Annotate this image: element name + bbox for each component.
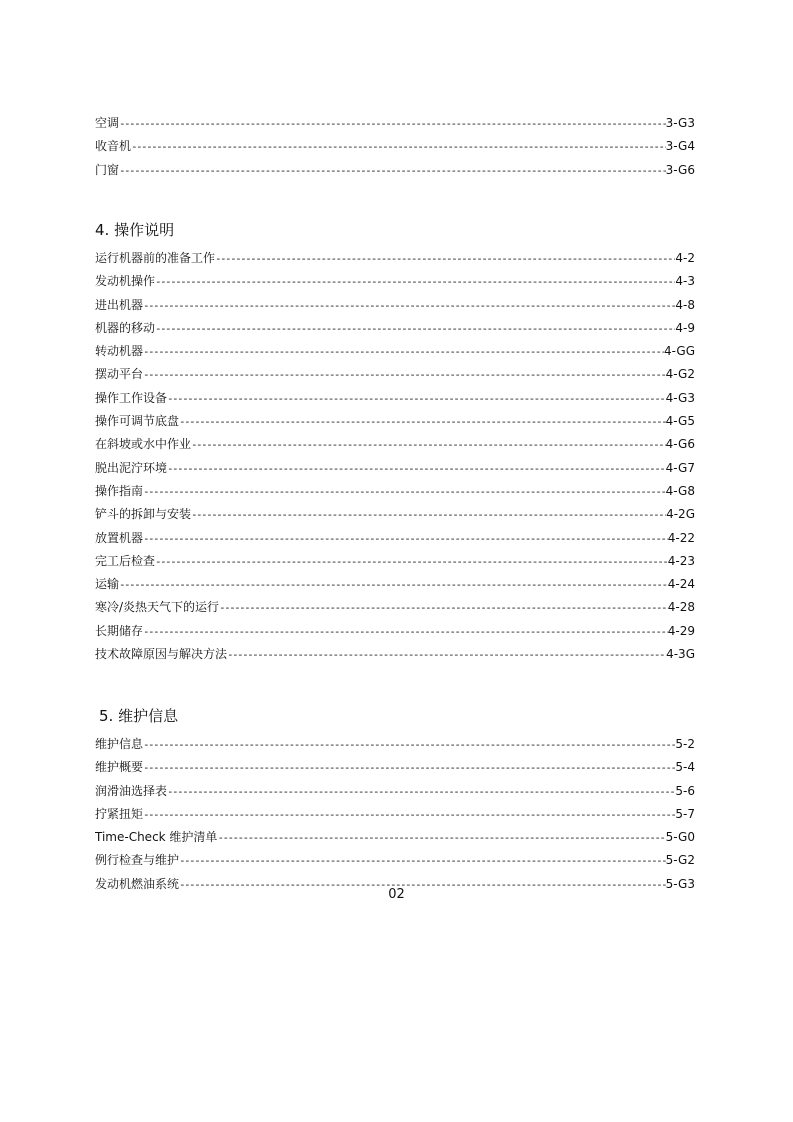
toc-leader-dots [227, 643, 666, 666]
toc-leader-dots [191, 433, 666, 456]
toc-entry-title: 技术故障原因与解决方法 [95, 647, 228, 662]
toc-entry-page: 4-28 [667, 600, 695, 615]
toc-leader-dots [143, 480, 666, 503]
toc-leader-dots [143, 294, 675, 317]
toc-entry [95, 527, 695, 550]
toc-entry-title: 操作可调节底盘 [95, 414, 180, 429]
toc-entry-title: 完工后检查 [95, 553, 156, 568]
toc-top-list [95, 112, 695, 182]
toc-entry [95, 780, 695, 803]
toc-entry-page: 4-G3 [665, 390, 695, 405]
toc-entry [95, 387, 695, 410]
toc-entry-page: 4-2G [666, 507, 695, 522]
toc-entry [95, 457, 695, 480]
toc-leader-dots [191, 503, 666, 526]
toc-entry-page: 4-9 [675, 320, 695, 335]
toc-entry-page: 4-GG [663, 344, 695, 359]
toc-entry-page: 4-3 [675, 274, 695, 289]
toc-entry [95, 480, 695, 503]
toc-entry-title: 机器的移动 [95, 320, 156, 335]
section-4-heading: 4. 操作说明 [95, 221, 175, 239]
toc-leader-dots [155, 270, 675, 293]
toc-entry-title: 润滑油选择表 [95, 783, 168, 798]
toc-leader-dots [143, 803, 675, 826]
toc-entry-title: 操作工作设备 [95, 390, 168, 405]
toc-entry [95, 135, 695, 158]
section-5-heading: 5. 维护信息 [99, 707, 179, 725]
toc-leader-dots [119, 112, 666, 135]
toc-entry-title: 收音机 [95, 139, 132, 154]
toc-entry-page: 4-G8 [665, 483, 695, 498]
toc-leader-dots [143, 527, 668, 550]
toc-entry [95, 803, 695, 826]
toc-leader-dots [167, 780, 675, 803]
toc-entry [95, 849, 695, 872]
toc-leader-dots [143, 733, 675, 756]
toc-entry-page: 5-G3 [665, 876, 695, 891]
toc-entry-page: 4-22 [667, 530, 695, 545]
toc-entry [95, 756, 695, 779]
toc-entry-title: 摆动平台 [95, 367, 144, 382]
toc-leader-dots [167, 457, 666, 480]
toc-entry-title: 进出机器 [95, 297, 144, 312]
toc-entry-page: 5-G2 [665, 853, 695, 868]
toc-entry-title: 在斜坡或水中作业 [95, 437, 192, 452]
toc-entry-page: 3-G3 [665, 116, 695, 130]
toc-entry-page: 5-6 [675, 783, 695, 798]
toc-entry-page: 4-2 [675, 251, 695, 265]
toc-entry-page: 5-2 [675, 737, 695, 751]
toc-entry [95, 317, 695, 340]
toc-entry-title: 维护信息 [95, 737, 144, 751]
toc-leader-dots [155, 550, 668, 573]
toc-entry-title: 运行机器前的准备工作 [95, 251, 216, 265]
toc-leader-dots [143, 363, 666, 386]
toc-entry-title: 放置机器 [95, 530, 144, 545]
toc-leader-dots [143, 340, 664, 363]
page-number: 02 [388, 887, 405, 902]
toc-section-5-list [95, 733, 695, 896]
toc-leader-dots [217, 826, 665, 849]
toc-entry-page: 4-23 [667, 553, 695, 568]
toc-entry-page: 3-G6 [665, 162, 695, 177]
toc-entry-page: 4-G7 [665, 460, 695, 475]
toc-entry-page: 5-4 [675, 760, 695, 775]
toc-leader-dots [215, 247, 675, 270]
toc-leader-dots [179, 849, 666, 872]
toc-entry-page: 5-G0 [665, 830, 695, 845]
toc-entry-title: 空调 [95, 116, 120, 130]
toc-entry [95, 340, 695, 363]
toc-entry-page: 4-G5 [665, 414, 695, 429]
toc-section-4-list [95, 247, 695, 666]
toc-entry-title: 门窗 [95, 162, 120, 177]
toc-entry-page: 4-29 [667, 623, 695, 638]
toc-entry-title: 发动机操作 [95, 274, 156, 289]
toc-entry [95, 550, 695, 573]
toc-entry-page: 4-G6 [665, 437, 695, 452]
toc-entry [95, 620, 695, 643]
toc-entry-title: 运输 [95, 577, 120, 592]
toc-entry-page: 4-G2 [665, 367, 695, 382]
toc-leader-dots [167, 387, 666, 410]
toc-entry [95, 410, 695, 433]
toc-leader-dots [143, 620, 668, 643]
toc-leader-dots [155, 317, 675, 340]
toc-entry [95, 733, 695, 756]
toc-entry [95, 643, 695, 666]
toc-entry-title: 例行检查与维护 [95, 853, 180, 868]
toc-entry [95, 503, 695, 526]
toc-leader-dots [219, 596, 668, 619]
toc-entry [95, 826, 695, 849]
toc-entry-title: 维护概要 [95, 760, 144, 775]
toc-entry-title: 操作指南 [95, 483, 144, 498]
toc-entry-title: 脱出泥泞环境 [95, 460, 168, 475]
toc-entry-page: 5-7 [675, 806, 695, 821]
toc-entry [95, 596, 695, 619]
toc-leader-dots [119, 573, 668, 596]
toc-entry-title: 寒冷/炎热天气下的运行 [95, 600, 220, 615]
toc-leader-dots [143, 756, 675, 779]
toc-entry-title: 转动机器 [95, 344, 144, 359]
toc-entry [95, 112, 695, 135]
toc-entry [95, 247, 695, 270]
toc-entry [95, 573, 695, 596]
toc-entry-title: Time-Check 维护清单 [95, 830, 218, 845]
toc-leader-dots [131, 135, 666, 158]
toc-entry-page: 4-3G [666, 647, 695, 662]
toc-entry-title: 铲斗的拆卸与安装 [95, 507, 192, 522]
toc-entry-page: 3-G4 [665, 139, 695, 154]
toc-leader-dots [179, 410, 666, 433]
toc-entry [95, 294, 695, 317]
toc-entry [95, 270, 695, 293]
toc-leader-dots [119, 159, 666, 182]
toc-entry-title: 长期储存 [95, 623, 144, 638]
toc-entry-page: 4-24 [667, 577, 695, 592]
toc-entry [95, 159, 695, 182]
toc-entry [95, 363, 695, 386]
toc-entry-page: 4-8 [675, 297, 695, 312]
toc-entry [95, 433, 695, 456]
toc-entry-title: 发动机燃油系统 [95, 876, 180, 891]
toc-entry-title: 拧紧扭矩 [95, 806, 144, 821]
